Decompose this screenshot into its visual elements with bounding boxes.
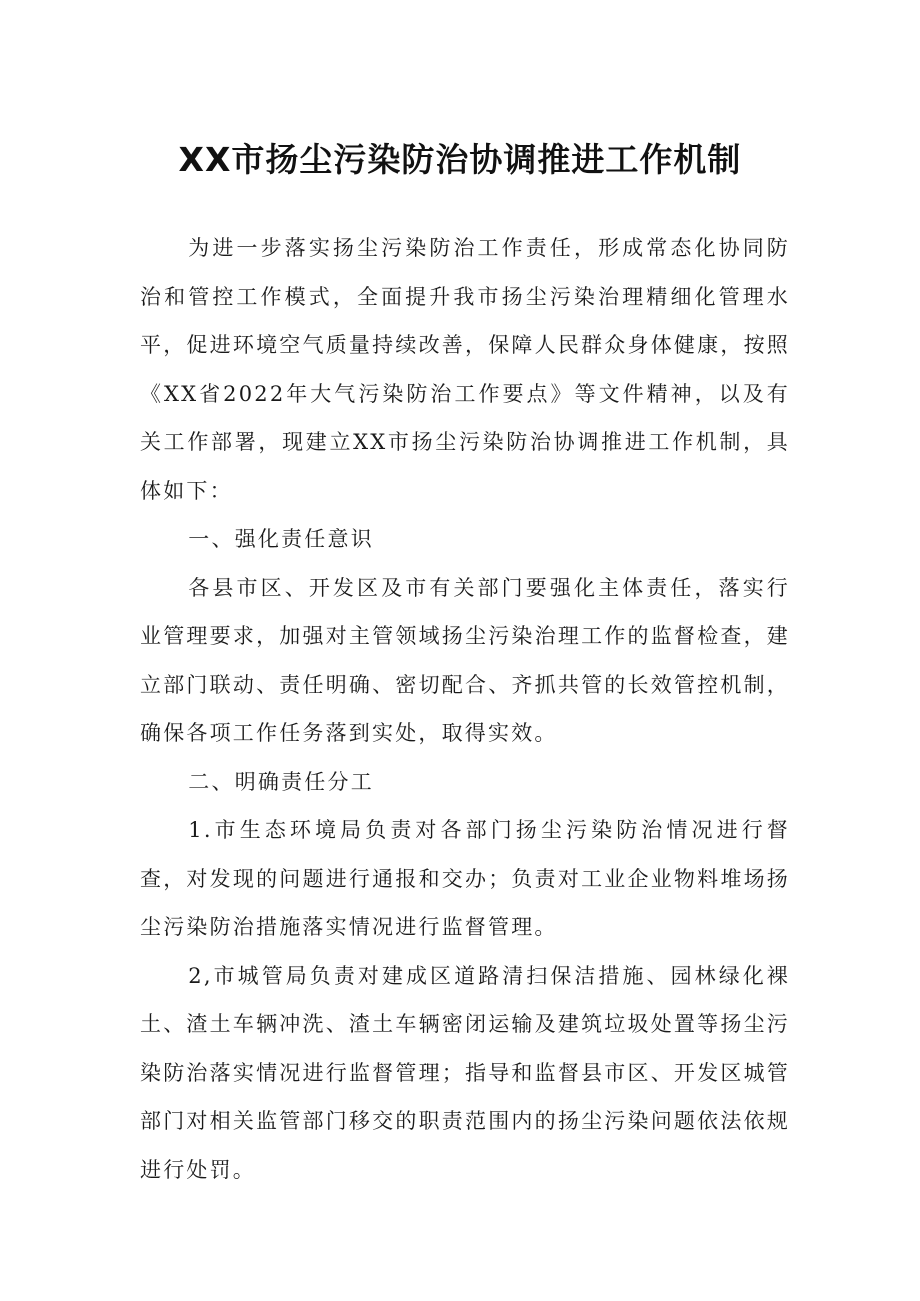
item-1-paragraph: 1.市生态环境局负责对各部门扬尘污染防治情况进行督查，对发现的问题进行通报和交办；负责对工业企业物料堆场扬尘污染防治措施落实情况进行监督管理。 <box>140 818 790 939</box>
document-title: XX市扬尘污染防治协调推进工作机制 <box>178 140 742 179</box>
document-body <box>140 224 790 1194</box>
section-heading-1: 一、强化责任意识 <box>188 527 374 551</box>
section-1-paragraph: 各县市区、开发区及市有关部门要强化主体责任，落实行业管理要求，加强对主管领域扬尘污染治理工作的监督检查，建立部门联动、责任明确、密切配合、齐抓共管的长效管控机制，确保各项工作任务落到实处，取得实效。 <box>140 575 790 745</box>
item-2-paragraph: 2,市城管局负责对建成区道路清扫保洁措施、园林绿化裸土、渣土车辆冲洗、渣土车辆密闭运输及建筑垃圾处置等扬尘污染防治落实情况进行监督管理；指导和监督县市区、开发区城管部门对相关监管部门移交的职责范围内的扬尘污染问题依法依规进行处罚。 <box>140 963 790 1182</box>
intro-paragraph: 为进一步落实扬尘污染防治工作责任，形成常态化协同防治和管控工作模式，全面提升我市扬尘污染治理精细化管理水平，促进环境空气质量持续改善，保障人民群众身体健康，按照《XX省2022年大气污染防治工作要点》等文件精神，以及有关工作部署，现建立XX市扬尘污染防治协调推进工作机制，具体如下： <box>140 236 790 503</box>
section-heading-2: 二、明确责任分工 <box>188 769 374 794</box>
